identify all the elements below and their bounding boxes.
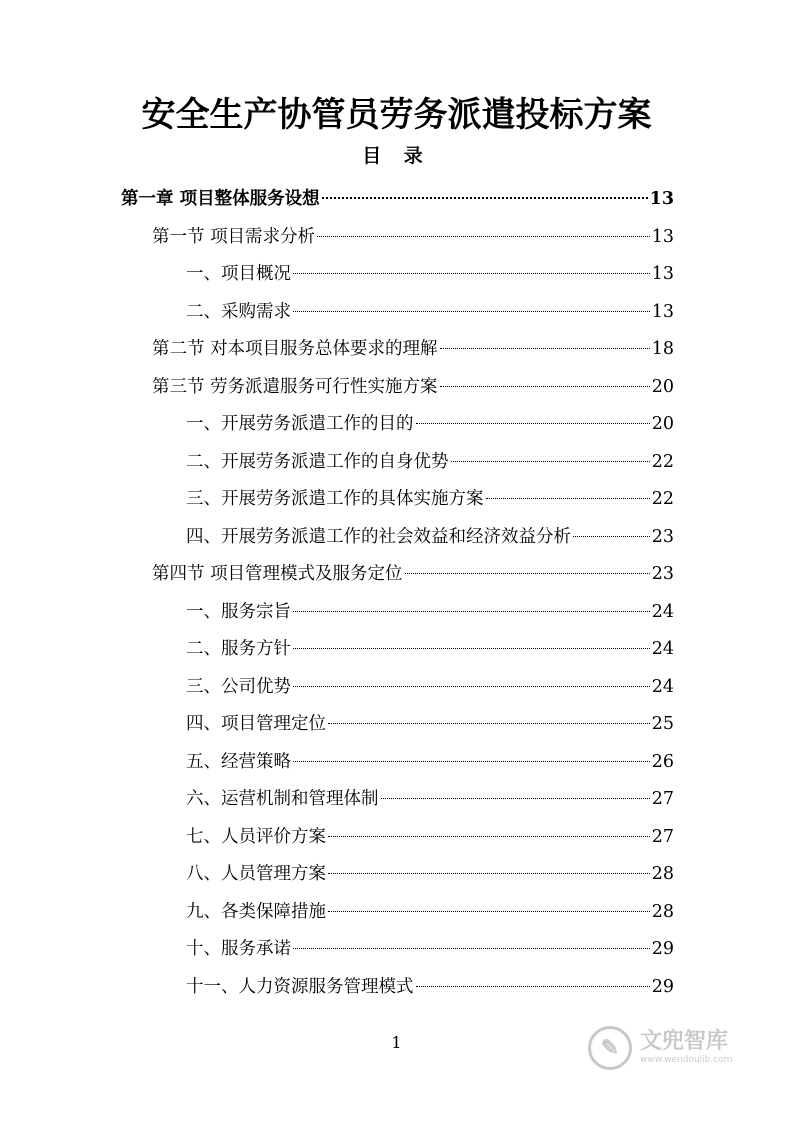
- toc-entry-label: 二、开展劳务派遣工作的自身优势: [186, 451, 449, 472]
- toc-leader-dots: [317, 236, 650, 237]
- toc-leader-dots: [293, 311, 650, 312]
- page-number: 1: [391, 1033, 402, 1052]
- toc-entry-label: 六、运营机制和管理体制: [186, 789, 379, 809]
- toc-entry[interactable]: [186, 599, 674, 625]
- toc-entry-page: 13: [651, 226, 674, 247]
- toc-entry-label: 一、服务宗旨: [186, 601, 291, 622]
- toc-entry-label: 九、各类保障措施: [186, 901, 326, 922]
- toc-entry[interactable]: [186, 861, 674, 887]
- toc-entry-label: 二、采购需求: [186, 301, 291, 322]
- toc-entry-page: 25: [651, 714, 674, 734]
- toc-entry-page: 22: [651, 451, 674, 472]
- toc-entry-page: 13: [651, 301, 674, 322]
- toc-entry-page: 13: [651, 264, 674, 284]
- toc-leader-dots: [293, 686, 650, 687]
- toc-entry-page: 26: [651, 751, 674, 772]
- toc-entry-label: 十一、人力资源服务管理模式: [186, 976, 414, 997]
- toc-leader-dots: [293, 648, 650, 649]
- toc-leader-dots: [416, 423, 650, 424]
- toc-entry-page: 18: [651, 339, 674, 359]
- toc-leader-dots: [440, 386, 650, 387]
- toc-entry[interactable]: [186, 899, 674, 925]
- toc-entry-page: 20: [651, 376, 674, 397]
- toc-entry-label: 五、经营策略: [186, 751, 291, 772]
- toc-entry-label: 七、人员评价方案: [186, 826, 326, 847]
- toc-entry[interactable]: [186, 299, 674, 325]
- toc-leader-dots: [293, 761, 650, 762]
- toc-entry-page: 28: [651, 901, 674, 922]
- document-title: 安全生产协管员劳务派遣投标方案: [141, 95, 652, 135]
- toc-entry-page: 27: [651, 789, 674, 809]
- toc-entry[interactable]: [186, 411, 674, 437]
- toc-entry[interactable]: [186, 711, 674, 737]
- toc-leader-dots: [328, 911, 650, 912]
- toc-leader-dots: [293, 948, 650, 949]
- toc-entry-label: 第一节 项目需求分析: [152, 226, 316, 247]
- toc-entry-page: 27: [651, 826, 674, 847]
- toc-leader-dots: [573, 536, 650, 537]
- toc-leader-dots: [328, 873, 650, 874]
- toc-entry[interactable]: [186, 674, 674, 700]
- toc-leader-dots: [486, 498, 650, 499]
- toc-entry[interactable]: [152, 374, 674, 400]
- toc-entry-page: 23: [651, 526, 674, 547]
- toc-entry-page: 20: [651, 414, 674, 434]
- toc-entry-label: 八、人员管理方案: [186, 864, 326, 884]
- toc-entry-page: 24: [651, 601, 674, 622]
- toc-entry-label: 第一章 项目整体服务设想: [121, 189, 320, 209]
- toc-leader-dots: [451, 461, 650, 462]
- toc-entry[interactable]: [186, 749, 674, 775]
- toc-leader-dots: [381, 798, 650, 799]
- toc-entry[interactable]: [186, 449, 674, 475]
- wendou-logo-icon: ✎: [588, 1026, 632, 1070]
- toc-entry-label: 四、开展劳务派遣工作的社会效益和经济效益分析: [186, 526, 571, 547]
- toc-entry-page: 29: [651, 939, 674, 959]
- toc-entry[interactable]: [186, 524, 674, 550]
- watermark-name: 文兜智库: [640, 1029, 729, 1054]
- toc-leader-dots: [322, 197, 648, 199]
- toc-leader-dots: [293, 611, 650, 612]
- toc-entry[interactable]: [121, 186, 674, 212]
- toc-entry[interactable]: [186, 974, 674, 1000]
- toc-leader-dots: [328, 836, 650, 837]
- toc-entry-label: 第二节 对本项目服务总体要求的理解: [152, 339, 438, 359]
- toc-entry-page: 28: [651, 864, 674, 884]
- toc-entry-label: 四、项目管理定位: [186, 714, 326, 734]
- toc-entry[interactable]: [186, 486, 674, 512]
- toc-leader-dots: [416, 986, 650, 987]
- toc-heading: 目 录: [362, 145, 431, 167]
- watermark-url: www.wendoulib.com: [640, 1055, 733, 1065]
- toc-entry-page: 23: [651, 564, 674, 584]
- toc-entry[interactable]: [152, 561, 674, 587]
- toc-entry[interactable]: [186, 636, 674, 662]
- toc-entry-page: 24: [651, 639, 674, 659]
- toc-leader-dots: [405, 573, 650, 574]
- toc-leader-dots: [328, 723, 650, 724]
- toc-entry[interactable]: [186, 936, 674, 962]
- toc-entry-label: 十、服务承诺: [186, 939, 291, 959]
- toc-entry-label: 第三节 劳务派遣服务可行性实施方案: [152, 376, 438, 397]
- toc-entry[interactable]: [152, 336, 674, 362]
- toc-entry-page: 24: [651, 676, 674, 697]
- toc-entry-label: 三、开展劳务派遣工作的具体实施方案: [186, 489, 484, 509]
- toc-entry-page: 13: [649, 189, 674, 209]
- watermark: [588, 1022, 758, 1074]
- toc-entry[interactable]: [186, 786, 674, 812]
- toc-entry-label: 三、公司优势: [186, 676, 291, 697]
- toc-leader-dots: [440, 348, 650, 349]
- toc-entry-label: 一、项目概况: [186, 264, 291, 284]
- toc-entry[interactable]: [152, 224, 674, 250]
- toc-entry-label: 第四节 项目管理模式及服务定位: [152, 564, 403, 584]
- toc-entry-page: 22: [651, 489, 674, 509]
- toc-entry-page: 29: [651, 976, 674, 997]
- toc-entry-label: 二、服务方针: [186, 639, 291, 659]
- toc-entry[interactable]: [186, 824, 674, 850]
- toc-entry[interactable]: [186, 261, 674, 287]
- toc-leader-dots: [293, 273, 650, 274]
- toc-entry-label: 一、开展劳务派遣工作的目的: [186, 414, 414, 434]
